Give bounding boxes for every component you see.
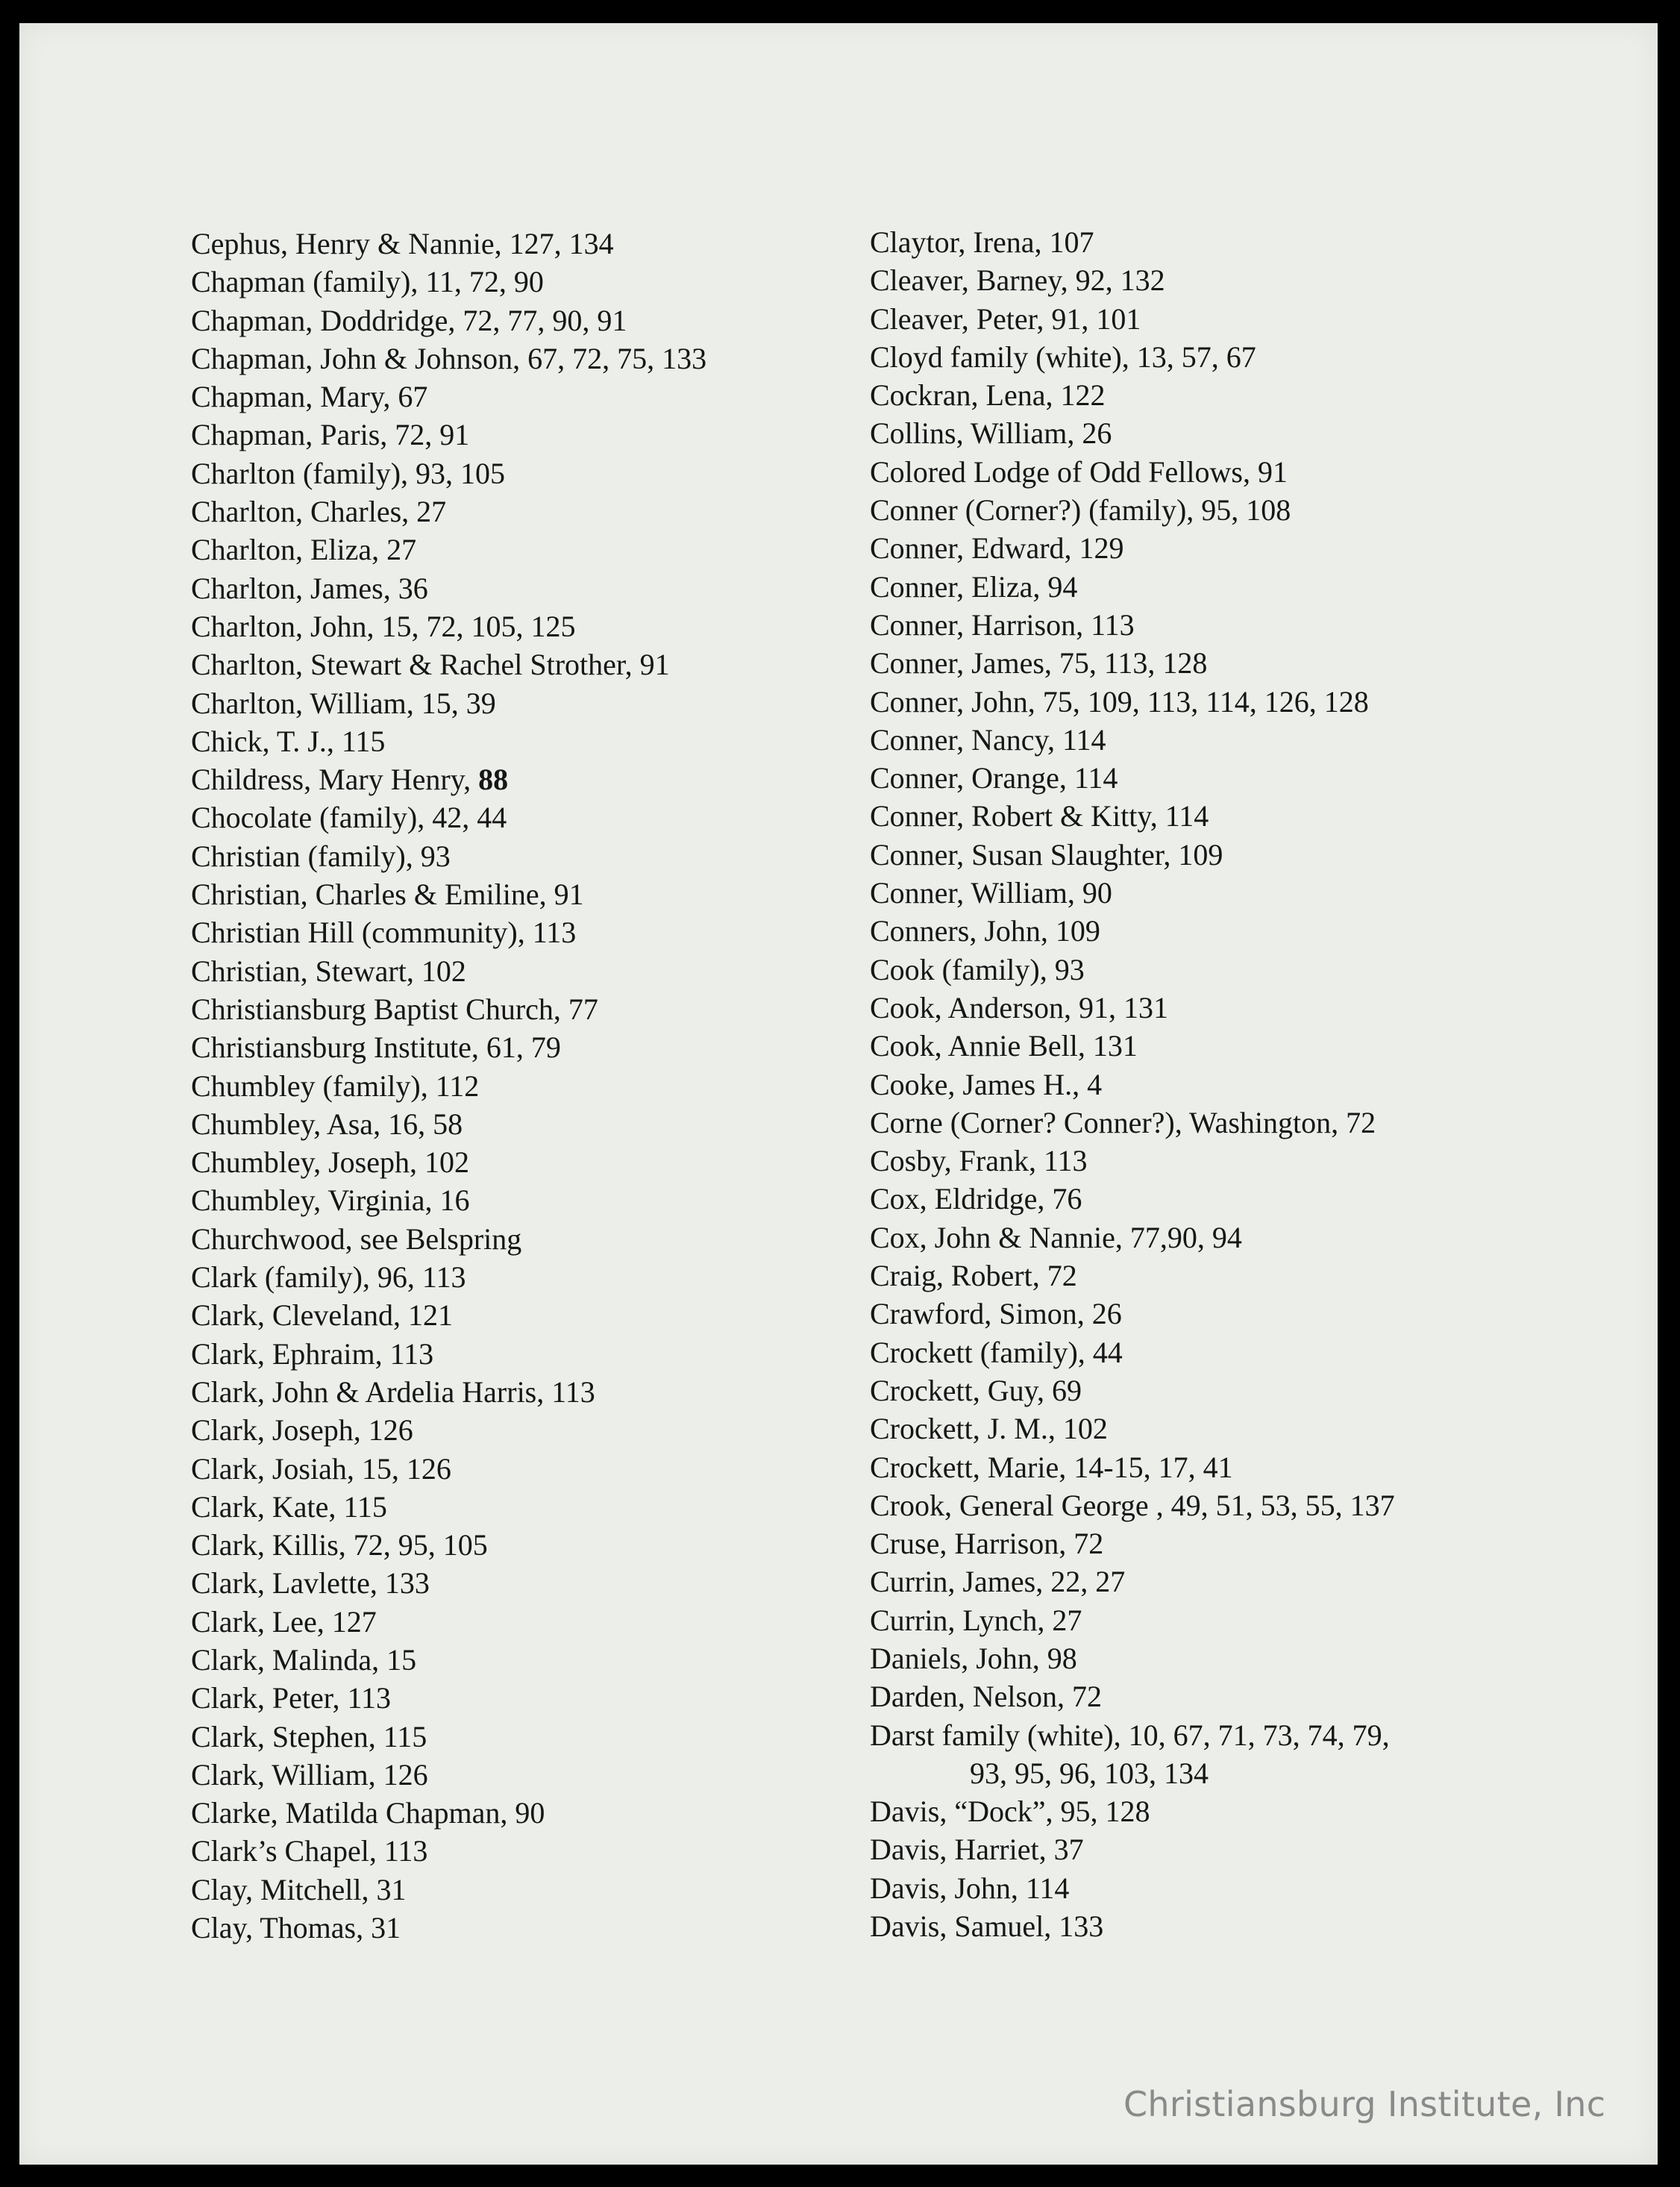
index-entry-text: Clark, Cleveland, 121 <box>191 1298 454 1333</box>
index-entry <box>870 1486 1395 1524</box>
index-entry <box>870 1639 1395 1677</box>
index-entry <box>870 1257 1395 1295</box>
index-entry-text: Crockett (family), 44 <box>870 1335 1123 1369</box>
index-entry-text: Cephus, Henry & Nannie, 127, 134 <box>191 227 614 260</box>
index-entry <box>191 1220 706 1258</box>
index-entry <box>870 1180 1395 1218</box>
index-entry-text: Childress, Mary Henry, <box>191 763 479 797</box>
index-entry-text: 93, 95, 96, 103, 134 <box>970 1756 1209 1790</box>
index-entry-text: Clay, Mitchell, 31 <box>191 1872 407 1906</box>
index-entry <box>191 990 706 1028</box>
index-entry-text: Cleaver, Peter, 91, 101 <box>870 301 1141 336</box>
index-entry-text: Clark, John & Ardelia Harris, 113 <box>191 1374 595 1409</box>
index-entry-text: Charlton, Eliza, 27 <box>191 533 417 567</box>
index-entry-text: Daniels, John, 98 <box>870 1641 1077 1675</box>
index-entry <box>191 1564 706 1602</box>
index-entry <box>191 607 706 645</box>
index-entry-text: Christian, Charles & Emiline, 91 <box>191 877 584 912</box>
index-entry <box>191 1143 706 1181</box>
index-entry <box>191 1105 706 1143</box>
index-entry <box>870 721 1395 759</box>
index-entry <box>870 1524 1395 1562</box>
index-entry <box>191 1411 706 1449</box>
index-entry-text: Chapman, Paris, 72, 91 <box>191 418 470 452</box>
index-entry <box>191 1488 706 1526</box>
index-entry-text: Chumbley, Asa, 16, 58 <box>191 1107 463 1141</box>
index-entry <box>191 1679 706 1717</box>
index-entry <box>191 492 706 531</box>
index-entry-text: Christian (family), 93 <box>191 839 451 873</box>
index-entry-text: Darst family (white), 10, 67, 71, 73, 74, 79, <box>870 1718 1390 1752</box>
index-entry-text: Collins, William, 26 <box>870 416 1112 451</box>
index-entry-text: Conner, Nancy, 114 <box>870 722 1106 757</box>
index-entry <box>870 1448 1395 1486</box>
index-entry-text: Conner, Susan Slaughter, 109 <box>870 837 1223 872</box>
index-entry-text: Cockran, Lena, 122 <box>870 378 1106 413</box>
index-entry-text: Cleaver, Barney, 92, 132 <box>870 263 1165 298</box>
index-entry <box>870 1027 1395 1065</box>
index-entry <box>870 453 1395 491</box>
index-entry <box>870 1142 1395 1180</box>
index-entry-text: Chumbley, Joseph, 102 <box>191 1145 469 1180</box>
index-entry <box>870 759 1395 797</box>
index-entry-text: Christian Hill (community), 113 <box>191 916 577 950</box>
index-entry-text: Chumbley (family), 112 <box>191 1069 480 1103</box>
index-entry <box>870 874 1395 912</box>
index-entry-text: Cook, Anderson, 91, 131 <box>870 990 1168 1024</box>
index-entry <box>191 913 706 951</box>
index-entry-text: Charlton (family), 93, 105 <box>191 456 506 490</box>
index-entry-text: Currin, Lynch, 27 <box>870 1603 1082 1637</box>
index-entry <box>870 644 1395 682</box>
index-entry <box>191 952 706 990</box>
index-entry <box>870 491 1395 529</box>
index-entry-text: Cox, John & Nannie, 77,90, 94 <box>870 1220 1242 1254</box>
index-entry-text: Cloyd family (white), 13, 57, 67 <box>870 340 1256 374</box>
index-entry-text: Clark, Ephraim, 113 <box>191 1336 434 1371</box>
index-entry-text: Charlton, John, 15, 72, 105, 125 <box>191 609 576 643</box>
index-entry-text: Colored Lodge of Odd Fellows, 91 <box>870 454 1288 489</box>
index-entry-text: Conners, John, 109 <box>870 914 1100 948</box>
index-entry-text: Chapman (family), 11, 72, 90 <box>191 265 544 299</box>
index-entry-text: Crockett, Marie, 14-15, 17, 41 <box>870 1450 1233 1484</box>
index-entry <box>191 1794 706 1832</box>
index-entry <box>191 531 706 569</box>
index-entry <box>191 1335 706 1373</box>
index-entry-text: Chocolate (family), 42, 44 <box>191 801 507 835</box>
index-entry-text: Corne (Corner? Conner?), Washington, 72 <box>870 1105 1376 1139</box>
index-entry-text: Clark, Kate, 115 <box>191 1489 387 1524</box>
index-entry <box>191 416 706 454</box>
index-entry <box>870 1371 1395 1409</box>
index-entry-text: Cook (family), 93 <box>870 952 1085 986</box>
index-entry-bold-page: 88 <box>478 763 509 797</box>
index-entry-text: Darden, Nelson, 72 <box>870 1680 1103 1714</box>
index-entry-text: Clark, Peter, 113 <box>191 1681 391 1715</box>
index-entry-continuation <box>870 1754 1395 1792</box>
index-entry-text: Clark, Lee, 127 <box>191 1604 377 1639</box>
index-entry-text: Clark, Killis, 72, 95, 105 <box>191 1528 488 1562</box>
index-entry-text: Clark, William, 126 <box>191 1757 428 1792</box>
index-entry <box>870 912 1395 950</box>
index-entry <box>191 1028 706 1066</box>
index-entry <box>191 1641 706 1679</box>
index-entry <box>870 1562 1395 1601</box>
index-entry-text: Cooke, James H., 4 <box>870 1067 1103 1101</box>
index-entry <box>191 798 706 836</box>
index-entry <box>191 722 706 760</box>
index-entry <box>191 1832 706 1870</box>
index-entry-text: Currin, James, 22, 27 <box>870 1565 1126 1599</box>
index-entry <box>870 1792 1395 1830</box>
index-entry-text: Davis, Harriet, 37 <box>870 1833 1084 1867</box>
index-entry-text: Charlton, Charles, 27 <box>191 495 447 529</box>
index-entry-text: Conner, Robert & Kitty, 114 <box>870 799 1209 833</box>
index-entry <box>870 1409 1395 1448</box>
index-entry-text: Conner, John, 75, 109, 113, 114, 126, 128 <box>870 684 1369 719</box>
index-entry <box>870 414 1395 452</box>
index-entry <box>870 989 1395 1027</box>
index-entry <box>191 301 706 340</box>
index-entry-text: Davis, “Dock”, 95, 128 <box>870 1795 1150 1829</box>
index-entry <box>191 1526 706 1564</box>
index-entry-text: Claytor, Irena, 107 <box>870 225 1094 259</box>
index-entry-text: Conner, Harrison, 113 <box>870 607 1135 642</box>
index-entry-text: Chapman, Mary, 67 <box>191 380 428 414</box>
index-entry <box>870 1066 1395 1104</box>
index-entry-text: Cox, Eldridge, 76 <box>870 1182 1082 1216</box>
index-entry <box>870 1601 1395 1639</box>
index-entry <box>191 454 706 492</box>
index-entry-text: Davis, Samuel, 133 <box>870 1909 1104 1944</box>
index-entry-text: Chapman, Doddridge, 72, 77, 90, 91 <box>191 303 627 337</box>
index-entry-text: Clark (family), 96, 113 <box>191 1260 466 1295</box>
index-entry-text: Chapman, John & Johnson, 67, 72, 75, 133 <box>191 341 707 375</box>
index-entry-text: Christian, Stewart, 102 <box>191 954 466 988</box>
index-entry <box>870 1677 1395 1715</box>
index-entry-text: Charlton, James, 36 <box>191 571 428 605</box>
index-entry <box>870 261 1395 299</box>
index-entry <box>870 300 1395 338</box>
index-entry <box>870 683 1395 721</box>
index-entry <box>191 1450 706 1488</box>
index-entry <box>191 645 706 683</box>
index-entry <box>191 837 706 875</box>
index-entry <box>870 1830 1395 1868</box>
index-entry <box>870 223 1395 261</box>
index-entry <box>870 1218 1395 1257</box>
index-entry <box>191 1909 706 1947</box>
index-entry <box>870 797 1395 835</box>
index-page <box>19 23 1658 2165</box>
index-entry-text: Churchwood, see Belspring <box>191 1221 522 1256</box>
index-entry <box>191 1258 706 1296</box>
index-entry-text: Crockett, Guy, 69 <box>870 1373 1082 1407</box>
index-entry-text: Conner, James, 75, 113, 128 <box>870 646 1208 680</box>
index-entry <box>191 340 706 378</box>
watermark: Christiansburg Institute, Inc <box>1123 2084 1606 2124</box>
index-entry <box>870 1907 1395 1945</box>
index-entry-text: Cook, Annie Bell, 131 <box>870 1029 1138 1063</box>
index-entry-text: Chumbley, Virginia, 16 <box>191 1183 470 1218</box>
index-entry-text: Clark’s Chapel, 113 <box>191 1834 428 1868</box>
index-entry-text: Conner, Orange, 114 <box>870 761 1118 795</box>
index-entry <box>191 684 706 722</box>
index-entry <box>191 378 706 416</box>
index-entry <box>870 1869 1395 1907</box>
index-entry <box>191 1718 706 1756</box>
index-entry <box>870 606 1395 644</box>
index-entry-text: Cosby, Frank, 113 <box>870 1144 1088 1178</box>
index-entry-text: Crook, General George , 49, 51, 53, 55, 137 <box>870 1488 1395 1522</box>
index-column-right <box>870 223 1395 1945</box>
index-entry-text: Crockett, J. M., 102 <box>870 1412 1108 1446</box>
index-entry-text: Clark, Malinda, 15 <box>191 1642 417 1677</box>
index-entry-text: Cruse, Harrison, 72 <box>870 1527 1104 1561</box>
index-entry-text: Conner, William, 90 <box>870 876 1112 910</box>
index-entry-text: Clark, Stephen, 115 <box>191 1719 427 1753</box>
index-entry <box>191 263 706 301</box>
index-entry <box>870 338 1395 376</box>
index-entry <box>191 569 706 607</box>
index-entry <box>870 1716 1395 1754</box>
index-entry <box>870 1333 1395 1371</box>
index-entry <box>191 1871 706 1909</box>
index-entry-text: Charlton, William, 15, 39 <box>191 686 496 720</box>
index-entry <box>191 875 706 913</box>
index-entry <box>870 951 1395 989</box>
index-entry-text: Crawford, Simon, 26 <box>870 1297 1122 1331</box>
index-entry <box>191 760 706 798</box>
index-entry-text: Christiansburg Baptist Church, 77 <box>191 992 598 1026</box>
index-entry-text: Conner, Eliza, 94 <box>870 569 1078 604</box>
index-entry <box>870 836 1395 874</box>
index-entry-text: Clark, Josiah, 15, 126 <box>191 1451 451 1486</box>
index-entry <box>191 1373 706 1411</box>
index-entry <box>870 529 1395 567</box>
index-entry-text: Chick, T. J., 115 <box>191 724 386 758</box>
index-entry-text: Conner, Edward, 129 <box>870 531 1124 566</box>
index-entry-text: Davis, John, 114 <box>870 1871 1070 1905</box>
index-entry-text: Conner (Corner?) (family), 95, 108 <box>870 493 1291 528</box>
index-entry <box>870 1104 1395 1142</box>
index-column-left <box>191 225 706 1947</box>
index-entry <box>191 1296 706 1334</box>
index-entry-text: Clark, Joseph, 126 <box>191 1413 413 1448</box>
index-entry-text: Clay, Thomas, 31 <box>191 1911 401 1945</box>
index-entry <box>870 1295 1395 1333</box>
index-entry-text: Craig, Robert, 72 <box>870 1259 1077 1293</box>
index-entry <box>191 1181 706 1219</box>
index-entry <box>191 225 706 263</box>
index-entry <box>191 1067 706 1105</box>
index-entry <box>870 376 1395 414</box>
index-entry <box>191 1756 706 1794</box>
index-entry-text: Charlton, Stewart & Rachel Strother, 91 <box>191 648 670 682</box>
index-entry-text: Christiansburg Institute, 61, 79 <box>191 1030 561 1065</box>
index-entry-text: Clark, Lavlette, 133 <box>191 1566 430 1601</box>
index-entry <box>191 1603 706 1641</box>
index-entry-text: Clarke, Matilda Chapman, 90 <box>191 1796 545 1830</box>
index-entry <box>870 568 1395 606</box>
